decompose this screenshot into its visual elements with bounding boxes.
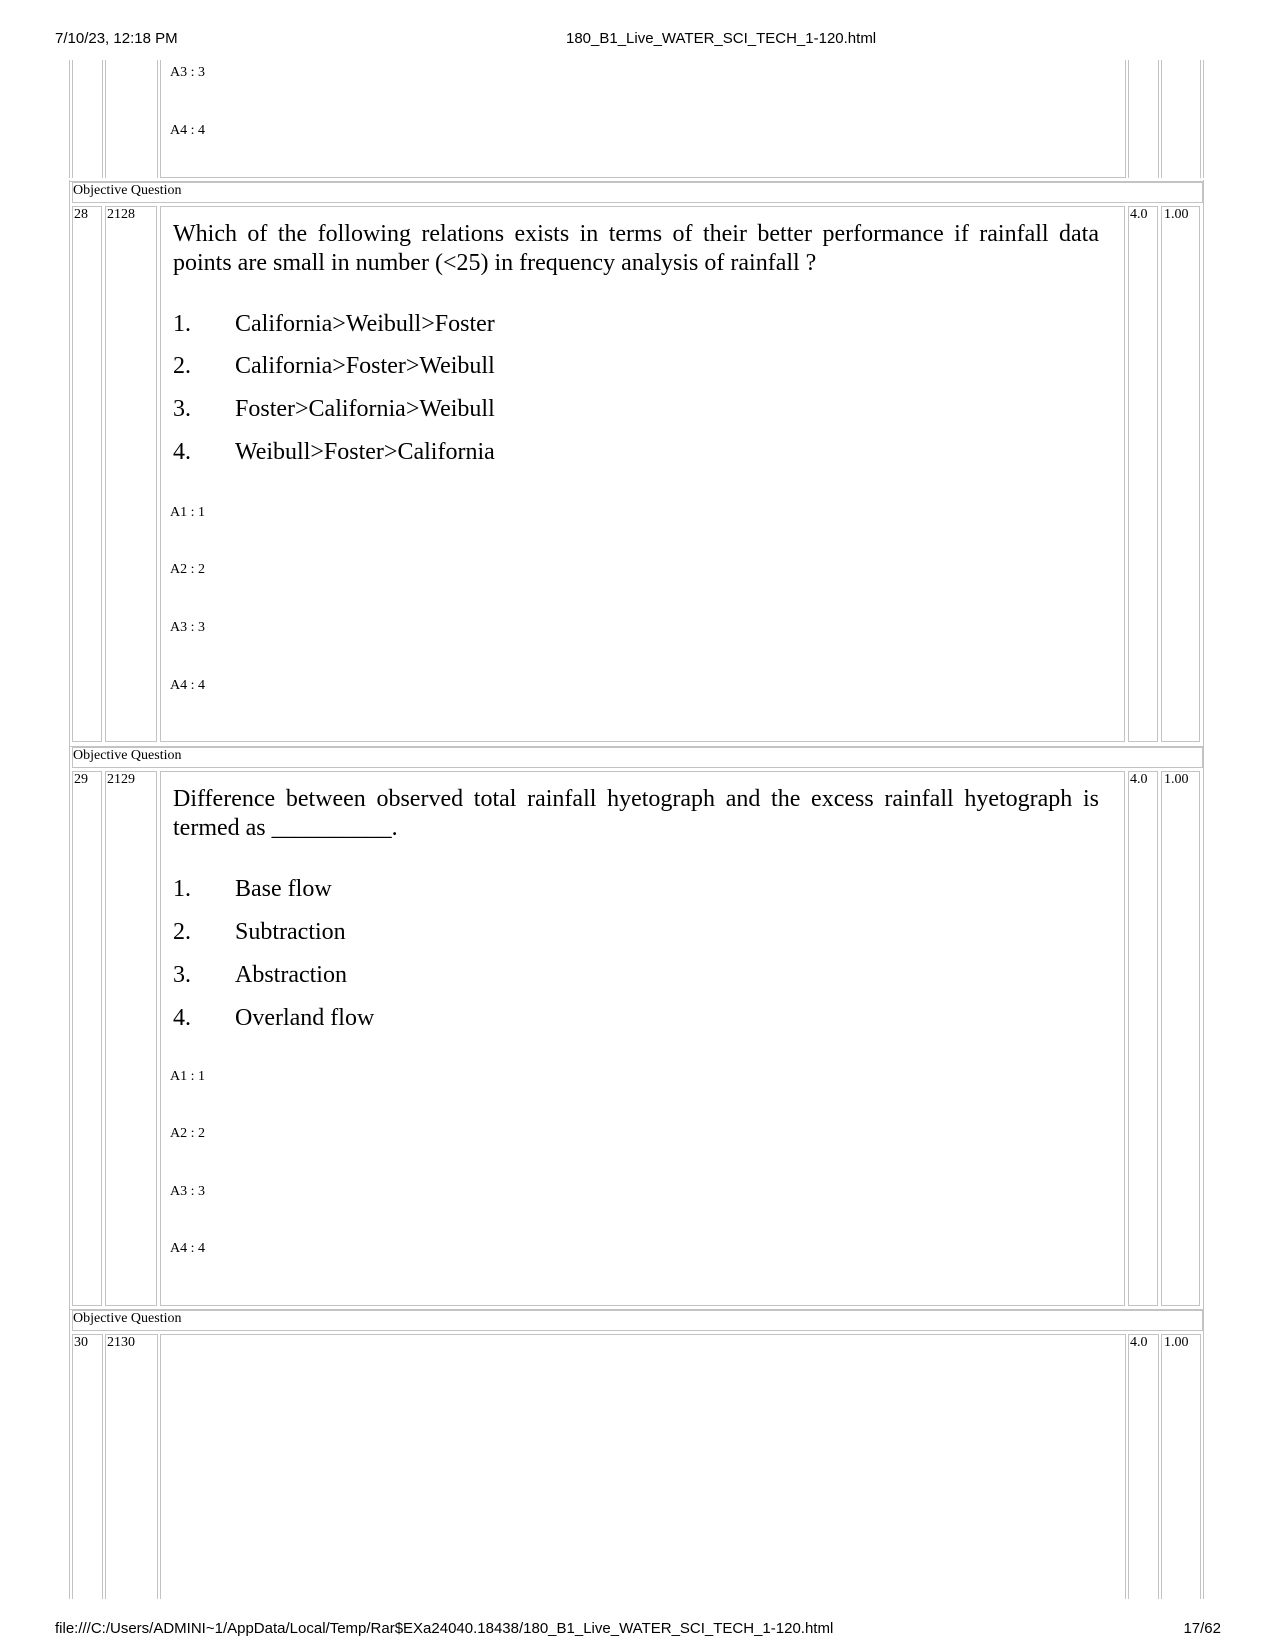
answer-label: A4 : 4 bbox=[170, 123, 205, 138]
option-number: 2. bbox=[173, 919, 191, 945]
question-text: Difference between observed total rainfall hyetograph and the excess rainfall hyetograph is termed as __________. bbox=[173, 786, 1099, 841]
serial-number: 28 bbox=[74, 207, 88, 222]
option-number: 2. bbox=[173, 353, 191, 379]
serial-number: 29 bbox=[74, 772, 88, 787]
option-item bbox=[173, 1004, 374, 1033]
option-text: Foster>California>Weibull bbox=[235, 396, 495, 422]
option-item bbox=[173, 918, 346, 947]
question-id: 2130 bbox=[107, 1335, 135, 1350]
negative-marks: 1.00 bbox=[1164, 207, 1189, 222]
answer-label: A3 : 3 bbox=[170, 620, 205, 635]
question-text: Which of the following relations exists in terms of their better performance if rainfall data points are small in number (<25) in frequency analysis of rainfall ? bbox=[173, 221, 1099, 276]
option-number: 3. bbox=[173, 962, 191, 988]
option-item bbox=[173, 875, 332, 904]
file-path: file:///C:/Users/ADMINI~1/AppData/Local/Temp/Rar$EXa24040.18438/180_B1_Live_WATER_SCI_TECH_1-120.html bbox=[55, 1620, 834, 1637]
question-type-label: Objective Question bbox=[73, 748, 182, 763]
option-text: Weibull>Foster>California bbox=[235, 439, 495, 465]
option-number: 4. bbox=[173, 439, 191, 465]
option-number: 1. bbox=[173, 876, 191, 902]
negative-marks: 1.00 bbox=[1164, 1335, 1189, 1350]
option-item bbox=[173, 395, 495, 424]
question-id: 2129 bbox=[107, 772, 135, 787]
option-text: California>Weibull>Foster bbox=[235, 311, 495, 337]
answer-label: A3 : 3 bbox=[170, 1184, 205, 1199]
option-number: 4. bbox=[173, 1005, 191, 1031]
answer-label: A4 : 4 bbox=[170, 678, 205, 693]
question-type-label: Objective Question bbox=[73, 183, 182, 198]
option-number: 1. bbox=[173, 311, 191, 337]
option-item bbox=[173, 352, 495, 381]
option-text: Base flow bbox=[235, 876, 332, 902]
marks: 4.0 bbox=[1130, 1335, 1148, 1350]
marks: 4.0 bbox=[1130, 772, 1148, 787]
negative-marks: 1.00 bbox=[1164, 772, 1189, 787]
page-number: 17/62 bbox=[1183, 1620, 1221, 1637]
option-item bbox=[173, 310, 495, 339]
option-text: Abstraction bbox=[235, 962, 347, 988]
option-text: Subtraction bbox=[235, 919, 346, 945]
answer-label: A1 : 1 bbox=[170, 505, 205, 520]
option-text: California>Foster>Weibull bbox=[235, 353, 495, 379]
option-item bbox=[173, 438, 495, 467]
answer-label: A4 : 4 bbox=[170, 1241, 205, 1256]
option-item bbox=[173, 961, 347, 990]
question-type-label: Objective Question bbox=[73, 1311, 182, 1326]
serial-number: 30 bbox=[74, 1335, 88, 1350]
option-number: 3. bbox=[173, 396, 191, 422]
answer-label: A1 : 1 bbox=[170, 1069, 205, 1084]
marks: 4.0 bbox=[1130, 207, 1148, 222]
answer-label: A3 : 3 bbox=[170, 65, 205, 80]
print-datetime: 7/10/23, 12:18 PM bbox=[55, 30, 178, 47]
question-id: 2128 bbox=[107, 207, 135, 222]
option-text: Overland flow bbox=[235, 1005, 375, 1031]
print-title: 180_B1_Live_WATER_SCI_TECH_1-120.html bbox=[566, 30, 877, 47]
answer-label: A2 : 2 bbox=[170, 1126, 205, 1141]
answer-label: A2 : 2 bbox=[170, 562, 205, 577]
